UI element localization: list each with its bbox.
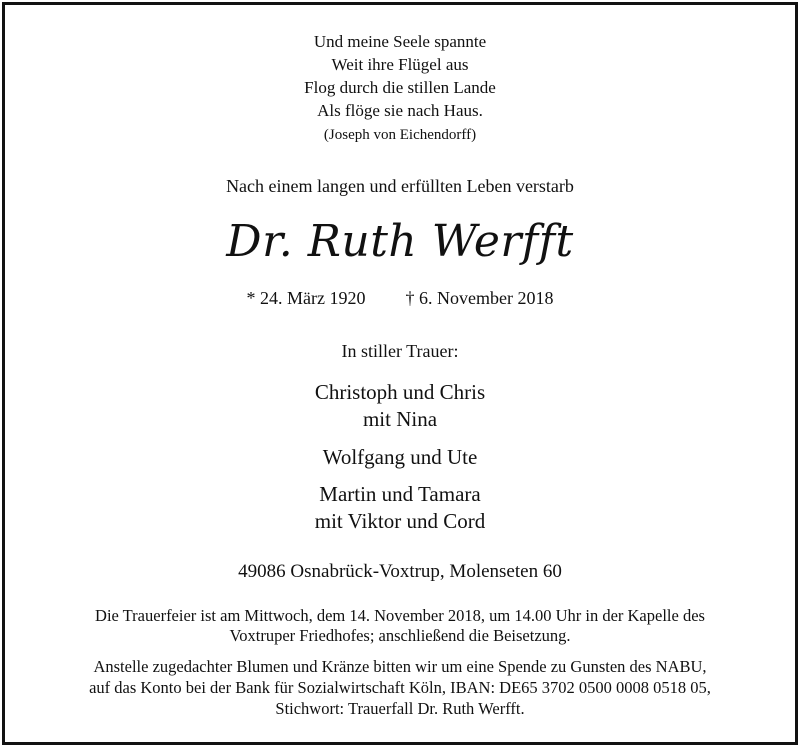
- funeral-line: Voxtruper Friedhofes; anschließend die Beisetzung.: [229, 626, 571, 645]
- family-line: mit Viktor und Cord: [314, 509, 486, 533]
- donation-line: auf das Konto bei der Bank für Sozialwirtschaft Köln, IBAN: DE65 3702 0500 0008 0518 05,: [89, 678, 711, 697]
- family-line: Martin und Tamara: [319, 482, 481, 506]
- family-line: mit Nina: [362, 407, 438, 431]
- donation-line: Stichwort: Trauerfall Dr. Ruth Werfft.: [275, 699, 525, 718]
- poem-author: (Joseph von Eichendorff): [323, 127, 477, 143]
- deceased-name: Dr. Ruth Werfft: [226, 216, 574, 267]
- family-line: Wolfgang und Ute: [322, 445, 478, 469]
- birth-date: * 24. März 1920: [246, 288, 366, 308]
- family-line: Christoph und Chris: [314, 380, 486, 404]
- death-date: † 6. November 2018: [405, 288, 554, 308]
- life-dates: [0, 288, 800, 309]
- donation-line: Anstelle zugedachter Blumen und Kränze bitten wir um eine Spende zu Gunsten des NABU,: [93, 657, 707, 676]
- poem-line: Und meine Seele spannte: [313, 32, 487, 51]
- intro-text: Nach einem langen und erfüllten Leben verstarb: [226, 176, 574, 196]
- funeral-line: Die Trauerfeier ist am Mittwoch, dem 14. November 2018, um 14.00 Uhr in der Kapelle des: [95, 606, 705, 625]
- poem-line: Flog durch die stillen Lande: [304, 78, 496, 97]
- poem-line: Als flöge sie nach Haus.: [317, 101, 483, 120]
- poem-line: Weit ihre Flügel aus: [331, 55, 469, 74]
- mourning-label: In stiller Trauer:: [341, 341, 459, 361]
- address: 49086 Osnabrück-Voxtrup, Molenseten 60: [238, 561, 562, 582]
